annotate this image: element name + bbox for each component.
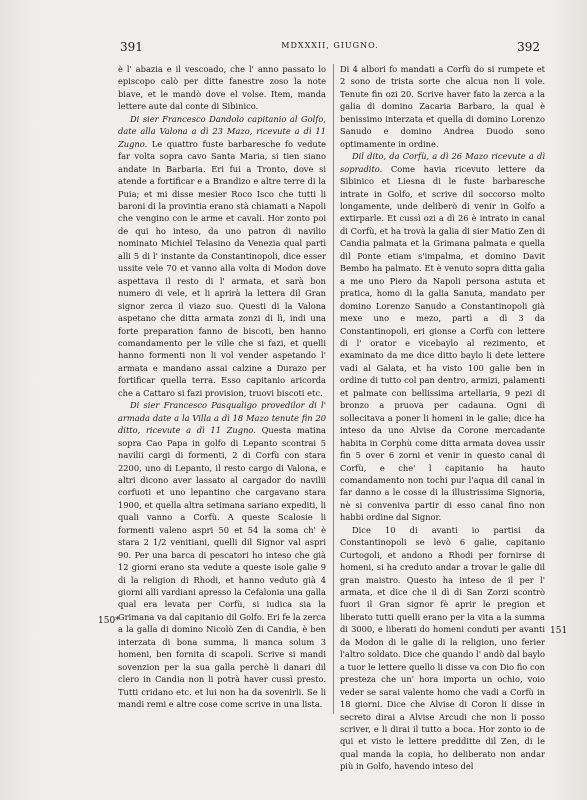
page-number-right: 392: [517, 40, 540, 54]
left-column: [118, 63, 326, 711]
letter-entry: [340, 150, 545, 524]
margin-note-right: 151: [550, 626, 568, 636]
paragraph: è l' abazia e il vescoado, che l' anno passato lo episcopo calò per ditte fanestre zoso la note biave, et le mandò dove el volse. Item, manda lettere aute dal conte di Sibinico.: [118, 64, 326, 112]
letter-heading: Di sier Francesco Pasqualigo provedilor di l' armada date a la Villa a dì 18 Mazo tenute fin 20 ditto, ricevute a dì 11 Zugno.: [118, 400, 326, 436]
column-divider: [333, 64, 334, 714]
running-title: MDXXXII, GIUGNO.: [281, 41, 379, 50]
letter-heading: Dil dito, da Corfù, a dì 26 Mazo ricevute a dì sopradito.: [340, 151, 545, 174]
letter-body: Le quattro fuste barbaresche fo vedute far volta sopra cavo Santa Maria, si tien siano andate in Barbaria. Eri fui a Tronto, dove si atende a fortificar e a Brandizo e altre terre di la Puia; et mi disse mesier Roco Isco che tutti li baroni di la provintia erano stà chiamati a Napoli che vengino con le arme et cavali. Hor zonto poi de qui ho inteso, da uno patron di navilio nominato Michiel Telasino da Venezia qual partì alli 5 di l' instante da Constantinopoli, dice esser ussite vele 70 et vanno alla volta di Modon dove aspettava il resto di l' armata, et sarà bon numero di vele, et li aprirà la lettera dil Gran signor zerca il viazo suo. Questi di la Valona aspetano che ditta armata zonzi di lì, indi una forte preparation fanno de biscoti, ben hanno comandamento per le ville che si fazi, et quelli hanno formenti non li vol vender aspetando l' armata e mandano assai calzine a Durazo per fortificar quella terra. Esso capitanio aricorda che a Cattaro si fazi provision, truovi biscoti etc.: [118, 138, 326, 398]
letter-entry: [118, 113, 326, 399]
letter-heading: Di sier Francesco Dandolo capitanio al Golfo, date alla Valona a dì 23 Mazo, ricevute a dì 11 Zugno.: [118, 113, 326, 149]
page-number-left: 391: [120, 40, 143, 54]
letter-entry: [118, 399, 326, 710]
page-header: [118, 40, 542, 58]
right-column: [340, 63, 545, 773]
letter-body: Come havia ricevuto lettere da Sibinico et Liesna di le fuste barbaresche intrate in Golfo, et scrive dil soccorso molto longamente, unde deliberò di venir in Golfo a extirparle. Et cussì ozi a dì 26 è intrato in canal di Corfù, et ha trovà la galia di sier Matio Zen di Candia palmata et la Grimana palmata e quella dil Ponte etiam s'impalma, et domino Davit Bembo ha palmato. Et è venuto sopra ditta galia a me uno Piero da Napoli persona astuta et pratica, homo di la galia Sanuta, mandato per domino Lorenzo Sanudo a Constantinopoli già mexe uno e mezo, partì a dì 3 da Constantinopoli, eri gionse a Corfù con lettere di l' orator e vicebaylo al rezimento, et examinato da me dice ditto baylo li dete lettere vadi al Galata, et ha visto 100 galie ben in ordine di tutto col pan dentro, armizi, palamenti et palmate con bellissima artellaria, 9 pezi di bronzo a pruova per cadauna. Ogni dì sollecitava a poner li homeni in le galie; dice ha inteso da uno Alvise da Corone mercadante habita in Corphù come ditta armata dovea ussir fin 5 over 6 zorni et venir in questo canal di Corfù, e che' l capitanio ha hauto comandamento non tochi pur l'aqua dil canal in far danno a le cosse di la illustrissima Signoria, nè si conveniva partir di esso canal fino non habbi ordine dal Signor.: [340, 163, 545, 523]
paragraph: Dice 10 di avanti io partisi da Constantinopoli se levò 6 galie, capitanio Curtogoli, et andono a Rhodi per fornirse di homeni, si ha creduto andar a trovar le galie dil gran maistro. Questo ha inteso de il per l' armata, et dice che il dì di San Zorzi scontrò fuori il Gran signor fè aprir le pregion et liberato tutti quelli erano per la vita a la summa di 3000, e liberati do homeni conduti per avanti da Modon di le galie di la religion, uno ferier l'altro soldato. Dice che quando l' andò dal baylo a tuor le lettere quello li disse va con Dio fio con presteza che un' hora importa un ochio, voio veder se sarai valente homo che vadi a Corfù in 18 giorni. Dice che Alvise di Coron li disse in secreto dirai a Alvise Arcudi che non li posso scriver, e li dirai il tutto a boca. Hor zonto io de qui et visto le lettere predditte dil Zen, di le qual manda la copia, ho deliberato non andar più in Golfo, havendo inteso del: [340, 524, 545, 772]
letter-body: Questa matina sopra Cao Papa in golfo di Lepanto scontrai 5 navilii cargi di formenti, 2 di Corfù con stara 2200, uno di Lepanto, il resto cargo di Valona, e altri dicono aver lassato al cargador do navilii corfuoti et uno lepantino che cargavano stara 1900, et quella altra setimana sariano expediti, li quali vanno a Corfù. A queste Scalosie li formenti valeno aspri 50 et 54 la soma ch' è stara 2 1/2 venitiani, quelli dil Signor val aspri 90. Per una barca di pescatori ho inteso che già 12 giorni erano sta vedute a queste isole galie 9 di la religion di Rhodi, et hanno veduto già 4 giorni alli vardiani apresso la Cefalonia una galla qual era levata per Corfù, si iudica sia la Grimana va dal capitanio dil Golfo. Eri fe la zerca a la galla di domino Nicolò Zen di Candia, è ben interzata di bona summa, li manca solum 3 homeni, ben fornita di scapoli. Scrive si mandi sovenzion per la sua galla perchè li danari dil clero in Candia non li potrà haver cussì presto. Tutti cridano etc. et lui non ha da sovenirli. Se li mandi remi e altre cose come scrive in una lista.: [118, 425, 327, 710]
margin-note-left: 150*: [98, 616, 120, 626]
paragraph: Di 4 albori fo mandati a Corfù do si rumpete et 2 sono de trista sorte che alcua non li vole. Tenute fin ozi 20. Scrive haver fato la zerca a la galia di domino Zacaria Barbaro, la qual è benissimo interzata et quella di domino Lorenzo Sanudo e domino Andrea Duodo sono optimamente in ordine.: [340, 64, 545, 149]
